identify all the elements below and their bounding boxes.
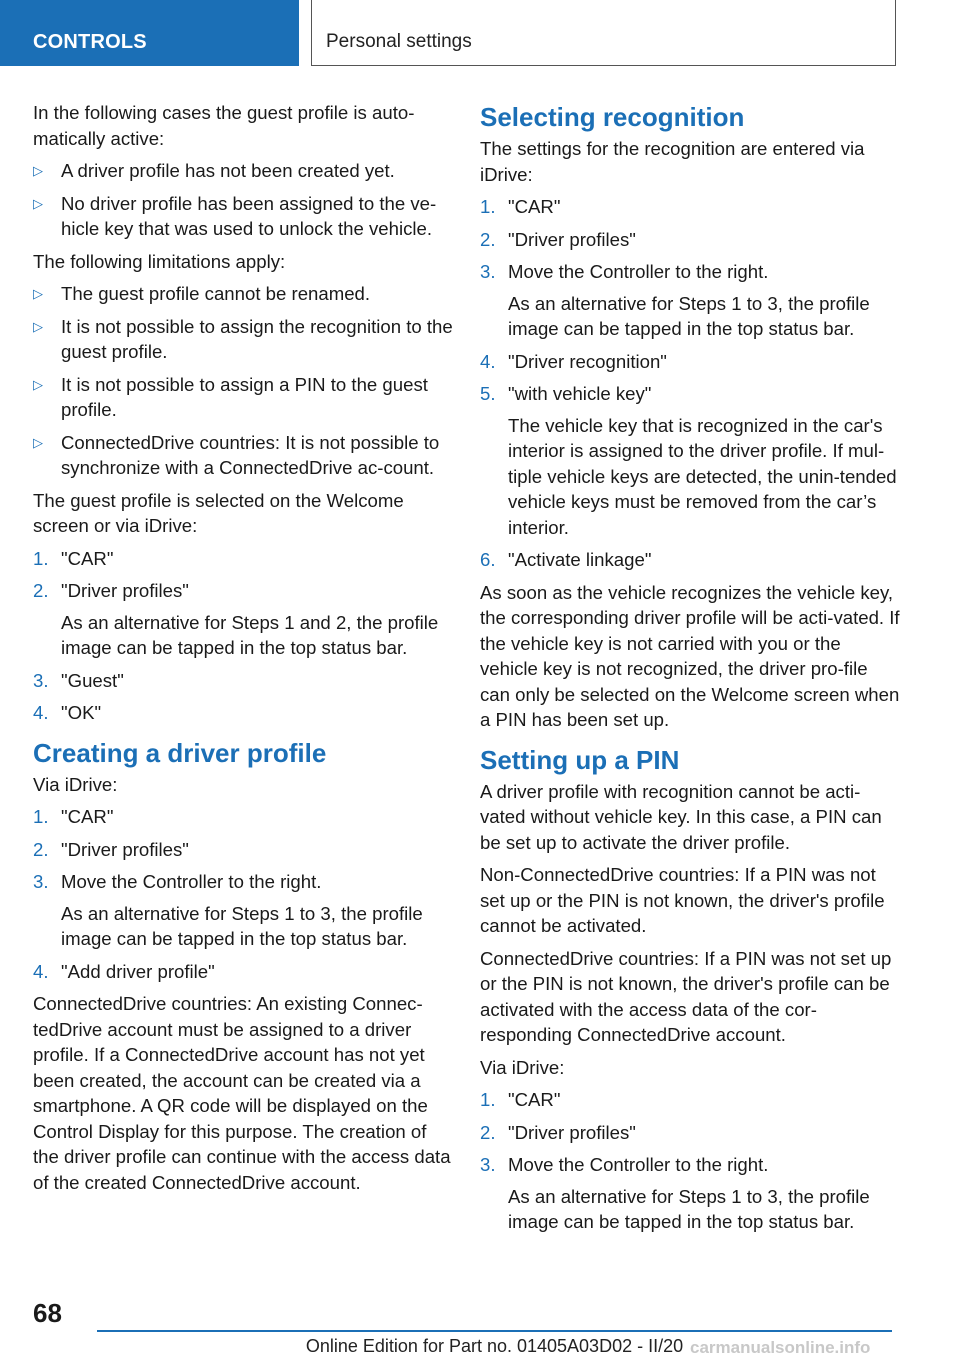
pin-paragraph-3: ConnectedDrive countries: If a PIN was not set up or the PIN is not known, the driver's profile can be activated with the access data of the cor-responding ConnectedDrive account. <box>480 947 892 1045</box>
step-item: 2. "Driver profiles" As an alternative for Steps 1 and 2, the profile image can be tapped in the top status bar. <box>33 580 439 658</box>
triangle-right-icon: ▷ <box>33 434 43 450</box>
step-item: 1. "CAR" <box>480 1089 561 1110</box>
footer-divider <box>97 1330 892 1332</box>
pin-via: Via iDrive: <box>480 1056 565 1078</box>
triangle-right-icon: ▷ <box>33 376 43 392</box>
page-header <box>0 0 960 66</box>
edition-footer: Online Edition for Part no. 01405A03D02 - II/20 <box>305 1336 684 1356</box>
step-item: 3. Move the Controller to the right. As an alternative for Steps 1 to 3, the profile image can be tapped in the top status bar. <box>480 261 870 339</box>
create-note: ConnectedDrive countries: An existing Connec-tedDrive account must be assigned to a driver profile. If a ConnectedDrive account has not yet been created, the account can be created via a smartphone. A QR code will be displayed on the Control Display for this purpose. The creation of the driver profile can continue with the access data of the created ConnectedDrive account. <box>33 993 451 1193</box>
right-column <box>480 100 900 1242</box>
create-steps <box>33 804 453 984</box>
recognition-steps <box>480 194 900 573</box>
pin-paragraph-2: Non-ConnectedDrive countries: If a PIN was not set up or the PIN is not known, the driver's profile cannot be activated. <box>480 864 885 936</box>
recognition-heading: Selecting recognition <box>480 102 745 132</box>
step-item: 3. Move the Controller to the right. As an alternative for Steps 1 to 3, the profile image can be tapped in the top status bar. <box>33 871 423 949</box>
step-item: 4. "Add driver profile" <box>33 960 215 982</box>
step-item: 2. "Driver profiles" <box>480 228 636 250</box>
list-item: ▷ No driver profile has been assigned to the ve-hicle key that was used to unlock the vehicle. <box>33 192 437 239</box>
recognition-note: As soon as the vehicle recognizes the vehicle key, the corresponding driver profile will be acti-vated. If the vehicle key is not carried with you or the vehicle key is not recognized, the driver pro-file can only be selected on the Welcome screen when a PIN has been set up. <box>480 581 900 730</box>
guest-select-intro: The guest profile is selected on the Welcome screen or via iDrive: <box>33 489 404 536</box>
create-profile-heading: Creating a driver profile <box>33 737 327 768</box>
guest-intro: In the following cases the guest profile is auto-matically active: <box>33 102 415 149</box>
watermark: carmanualsonline.info <box>690 1338 871 1357</box>
limitations-intro: The following limitations apply: <box>33 250 286 272</box>
list-item: ▷ It is not possible to assign a PIN to the guest profile. <box>33 373 428 420</box>
step-item: 6. "Activate linkage" <box>480 549 652 570</box>
chapter-title: Personal settings <box>311 0 896 66</box>
page-number: 68 <box>33 1298 62 1328</box>
step-item: 3. Move the Controller to the right. As an alternative for Steps 1 to 3, the profile image can be tapped in the top status bar. <box>480 1154 870 1232</box>
step-item: 4. "OK" <box>33 702 102 723</box>
list-item: ▷ A driver profile has not been created yet. <box>33 158 453 184</box>
step-item: 1. "CAR" <box>33 806 114 827</box>
triangle-right-icon: ▷ <box>33 195 43 211</box>
section-title: CONTROLS <box>0 0 299 66</box>
pin-heading: Setting up a PIN <box>480 744 680 775</box>
limitations-list <box>33 281 453 481</box>
step-item: 5. "with vehicle key" The vehicle key that is recognized in the car's interior is assigned to the driver profile. If mul-tiple vehicle keys are detected, the unin-tended vehicle keys must be removed from the car’s interior. <box>480 383 897 538</box>
create-via: Via iDrive: <box>33 773 118 795</box>
recognition-intro: The settings for the recognition are entered via iDrive: <box>480 138 865 185</box>
list-item: ▷ ConnectedDrive countries: It is not possible to synchronize with a ConnectedDrive ac-count. <box>33 431 440 478</box>
list-item: ▷ The guest profile cannot be renamed. <box>33 281 453 307</box>
left-column <box>33 100 453 1202</box>
triangle-right-icon: ▷ <box>33 318 43 334</box>
step-item: 1. "CAR" <box>480 196 561 217</box>
step-item: 3. "Guest" <box>33 669 124 691</box>
step-item: 2. "Driver profiles" <box>480 1121 636 1143</box>
pin-steps <box>480 1087 900 1235</box>
pin-paragraph-1: A driver profile with recognition cannot be acti-vated without vehicle key. In this case, a PIN can be set up to activate the driver profile. <box>480 780 882 853</box>
auto-cases-list <box>33 158 453 242</box>
step-item: 2. "Driver profiles" <box>33 838 189 860</box>
triangle-right-icon: ▷ <box>33 163 43 178</box>
list-item: ▷ It is not possible to assign the recognition to the guest profile. <box>33 315 453 362</box>
step-item: 1. "CAR" <box>33 547 114 569</box>
step-item: 4. "Driver recognition" <box>480 350 667 372</box>
guest-steps <box>33 546 453 726</box>
triangle-right-icon: ▷ <box>33 286 43 301</box>
